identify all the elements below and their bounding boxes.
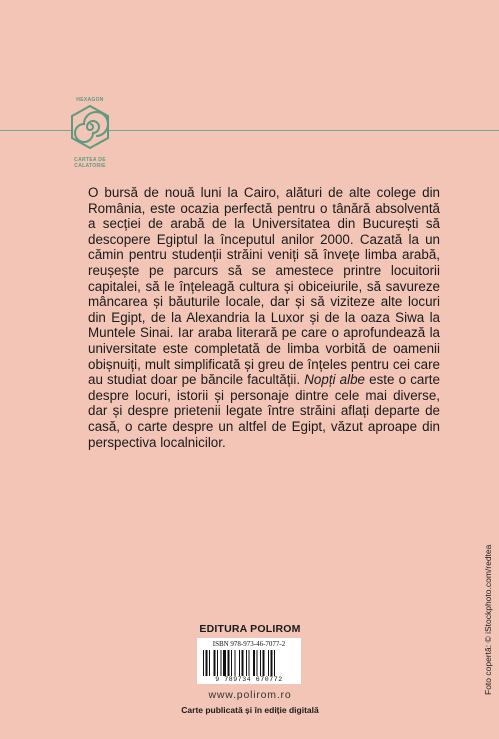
barcode-stripe	[249, 650, 250, 676]
publisher-name: EDITURA POLIROM	[199, 623, 301, 635]
blurb-part-2: este o carte despre locuri, istorii și personaje dintre cele mai diverse, dar și despre prietenii legate între străini aflați departe de casă, o carte despre un altfel de Egipt, văzut aproape din perspectiva localnicilor.	[88, 372, 440, 450]
barcode-stripe	[260, 650, 261, 676]
barcode-stripe	[203, 650, 204, 676]
series-subtitle: CARTEA DE CALATORIE	[74, 157, 106, 169]
barcode-stripe	[235, 650, 236, 676]
barcode-stripe	[221, 650, 222, 676]
publisher-website: www.polirom.ro	[208, 689, 292, 701]
barcode-stripe	[246, 650, 247, 676]
barcode-stripe	[268, 650, 269, 676]
barcode-stripe	[206, 650, 208, 676]
barcode-stripe	[231, 650, 232, 676]
barcode-stripe	[228, 650, 230, 676]
barcode-stripe	[223, 650, 226, 676]
barcode-digits: 9 789734 670772	[215, 676, 283, 683]
barcode-stripe	[274, 650, 275, 676]
book-title-italic: Nopți albe	[304, 372, 365, 388]
barcode-stripe	[263, 650, 265, 676]
barcode-stripe	[257, 650, 258, 676]
isbn-barcode	[197, 638, 301, 684]
photo-credit: Foto copertă: © iStockphoto.com/redtea	[483, 544, 493, 695]
barcode-stripe	[239, 650, 240, 676]
barcode-stripe	[209, 650, 210, 676]
digital-edition-note: Carte publicată și în ediție digitală	[181, 705, 319, 715]
barcode-stripe	[217, 650, 218, 676]
barcode-stripe	[271, 650, 273, 676]
blurb-part-1: O bursă de nouă luni la Cairo, alături de alte colege din România, este ocazia perfectă pentru o tânără absolventă a secției de arabă de la Universitatea din București să descopere Egiptul la începutul anilor 2000. Cazată la un cămin pentru studenții străini veniți să învețe limba arabă, reușește pe parcurs să se amestece printre locuitorii capitalei, să le înțeleagă cultura și obiceiurile, să savureze mâncarea și băuturile locale, dar și să viziteze alte locuri din Egipt, de la Alexandria la Luxor și de la oaza Siwa la Muntele Sinai. Iar araba literară pe care o aprofundează la universitate este completată de limba vorbită de oamenii obișnuiți, mult simplificată și greu de înțeles pentru cei care au studiat doar pe băncile facultății.	[88, 185, 440, 388]
barcode-stripe	[253, 650, 255, 676]
barcode-stripe	[214, 650, 216, 676]
series-name: HEXAGON	[76, 97, 104, 103]
back-cover-blurb	[88, 185, 440, 450]
barcode-stripe	[242, 650, 244, 676]
series-logo	[64, 86, 116, 162]
barcode-bars	[203, 650, 295, 676]
spiral-icon	[64, 86, 116, 162]
isbn-label: ISBN 978-973-46-7077-2	[212, 640, 286, 648]
